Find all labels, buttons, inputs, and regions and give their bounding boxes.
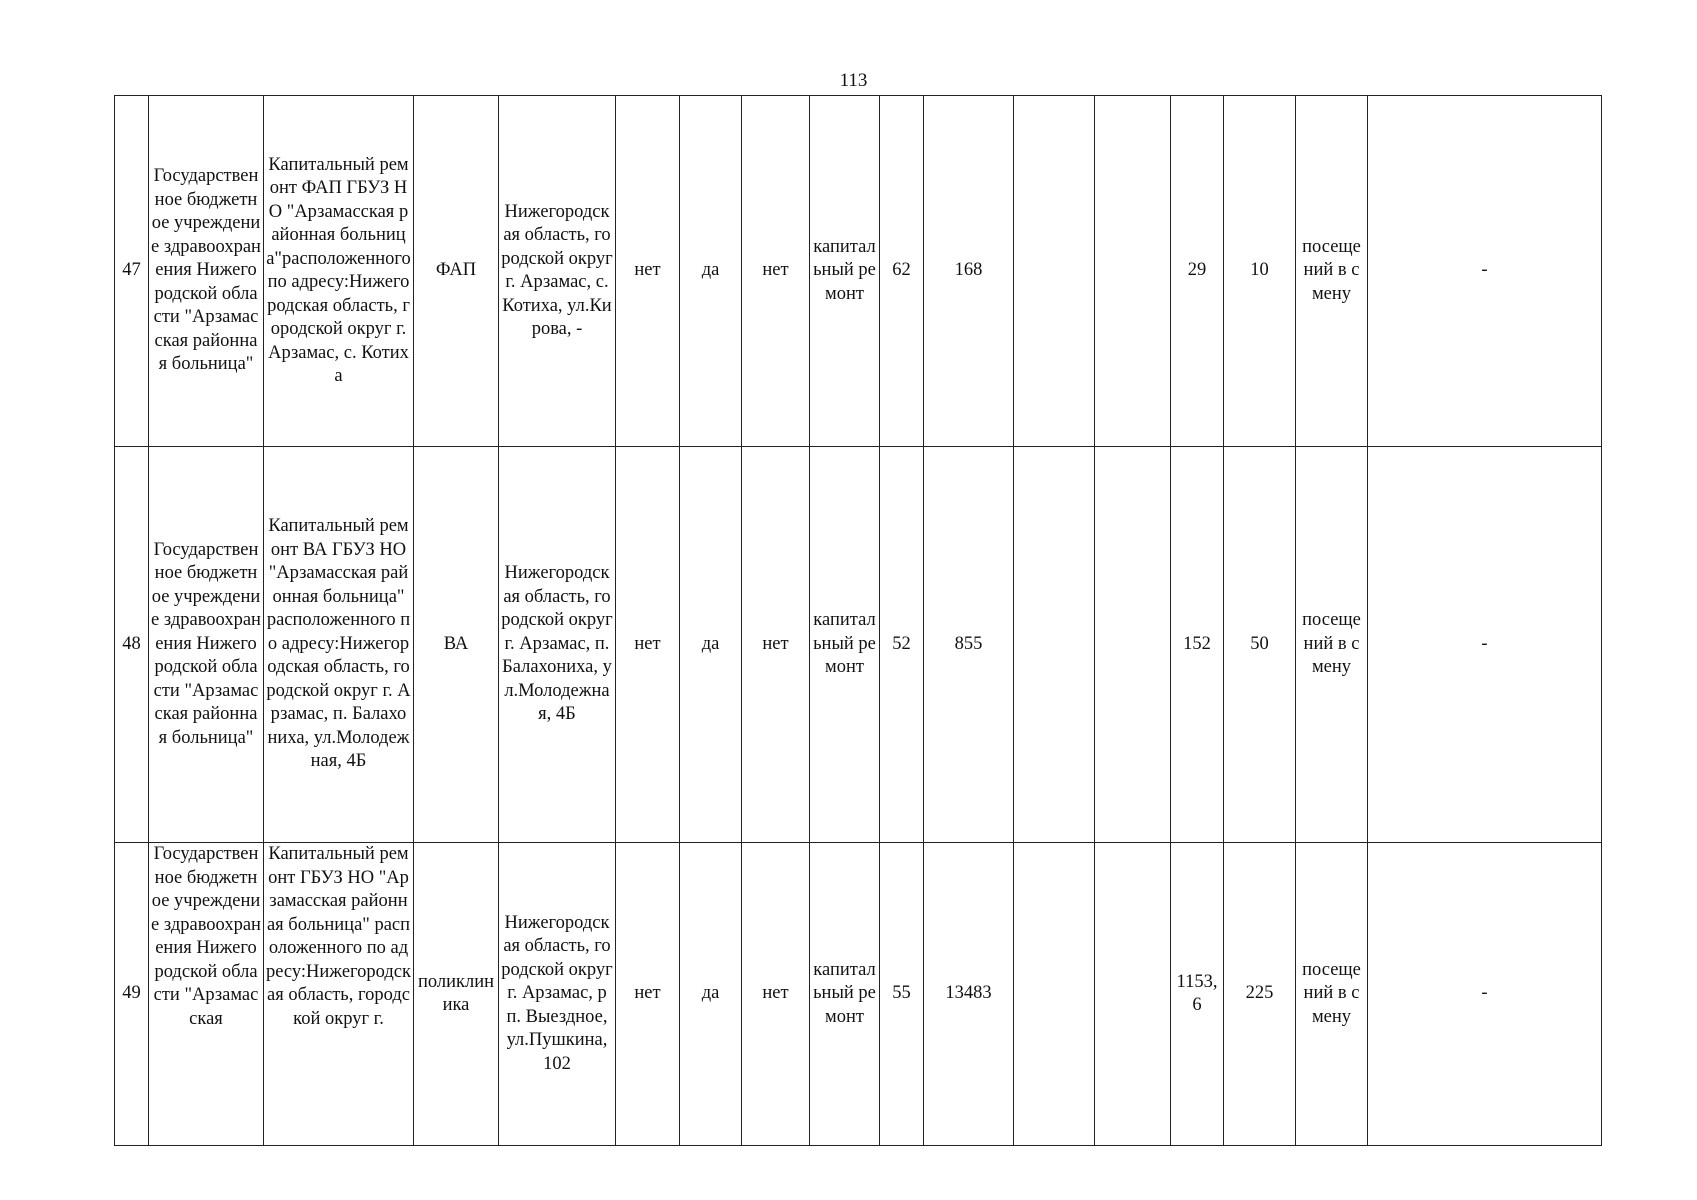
object-name-cell: Капитальный ремонт ГБУЗ НО "Арзамасская районная больница" расположенного по адресу:Нижегородская область, городской округ г. xyxy=(264,843,414,1146)
value-cell: 52 xyxy=(880,447,924,843)
page-number: 113 xyxy=(839,70,868,91)
object-name-cell: Капитальный ремонт ВА ГБУЗ НО "Арзамасская районная больница" расположенного по адресу:Нижегородская область, городской округ г. Арзамас, п. Балахониха, ул.Молодежная, 4Б xyxy=(264,447,414,843)
value-cell: 62 xyxy=(880,96,924,447)
value-cell: 13483 xyxy=(924,843,1014,1146)
flag-cell: да xyxy=(680,447,742,843)
work-type-cell: капитальный ремонт xyxy=(810,447,880,843)
empty-cell xyxy=(1095,96,1171,447)
value-cell: 855 xyxy=(924,447,1014,843)
address-cell: Нижегородская область, городской округ г. Арзамас, рп. Выездное, ул.Пушкина, 102 xyxy=(499,843,616,1146)
row-number-cell: 48 xyxy=(115,447,149,843)
value-cell: 55 xyxy=(880,843,924,1146)
customer-cell: Государственное бюджетное учреждение здравоохранения Нижегородской области "Арзамасская районная больница" xyxy=(149,96,264,447)
address-cell: Нижегородская область, городской округ г. Арзамас, с. Котиха, ул.Кирова, - xyxy=(499,96,616,447)
row-number-cell: 49 xyxy=(115,843,149,1146)
note-cell: - xyxy=(1368,843,1602,1146)
row-number-cell: 47 xyxy=(115,96,149,447)
empty-cell xyxy=(1095,447,1171,843)
value-cell: 168 xyxy=(924,96,1014,447)
note-cell: - xyxy=(1368,447,1602,843)
unit-cell: посещений в смену xyxy=(1296,447,1368,843)
flag-cell: нет xyxy=(742,843,810,1146)
flag-cell: нет xyxy=(616,447,680,843)
empty-cell xyxy=(1014,843,1095,1146)
value-cell: 152 xyxy=(1171,447,1224,843)
value-cell: 29 xyxy=(1171,96,1224,447)
unit-cell: посещений в смену xyxy=(1296,96,1368,447)
address-cell: Нижегородская область, городской округ г. Арзамас, п. Балахониха, ул.Молодежная, 4Б xyxy=(499,447,616,843)
table-row xyxy=(115,96,1602,447)
empty-cell xyxy=(1095,843,1171,1146)
flag-cell: нет xyxy=(742,96,810,447)
table-row xyxy=(115,843,1602,1146)
register-table xyxy=(114,95,1602,1146)
flag-cell: нет xyxy=(616,96,680,447)
object-name-cell: Капитальный ремонт ФАП ГБУЗ НО "Арзамасская районная больница"расположенного по адресу:Нижегородская область, городской округ г. Арзамас, с. Котиха xyxy=(264,96,414,447)
object-type-cell: ФАП xyxy=(414,96,499,447)
customer-cell: Государственное бюджетное учреждение здравоохранения Нижегородской области "Арзамасская районная больница" xyxy=(149,447,264,843)
flag-cell: нет xyxy=(742,447,810,843)
object-type-cell: поликлиника xyxy=(414,843,499,1146)
empty-cell xyxy=(1014,96,1095,447)
empty-cell xyxy=(1014,447,1095,843)
customer-cell: Государственное бюджетное учреждение здравоохранения Нижегородской области "Арзамасская xyxy=(149,843,264,1146)
table-row xyxy=(115,447,1602,843)
note-cell: - xyxy=(1368,96,1602,447)
work-type-cell: капитальный ремонт xyxy=(810,843,880,1146)
object-type-cell: ВА xyxy=(414,447,499,843)
flag-cell: да xyxy=(680,843,742,1146)
value-cell: 225 xyxy=(1224,843,1296,1146)
value-cell: 1153,6 xyxy=(1171,843,1224,1146)
value-cell: 50 xyxy=(1224,447,1296,843)
work-type-cell: капитальный ремонт xyxy=(810,96,880,447)
value-cell: 10 xyxy=(1224,96,1296,447)
flag-cell: нет xyxy=(616,843,680,1146)
unit-cell: посещений в смену xyxy=(1296,843,1368,1146)
flag-cell: да xyxy=(680,96,742,447)
